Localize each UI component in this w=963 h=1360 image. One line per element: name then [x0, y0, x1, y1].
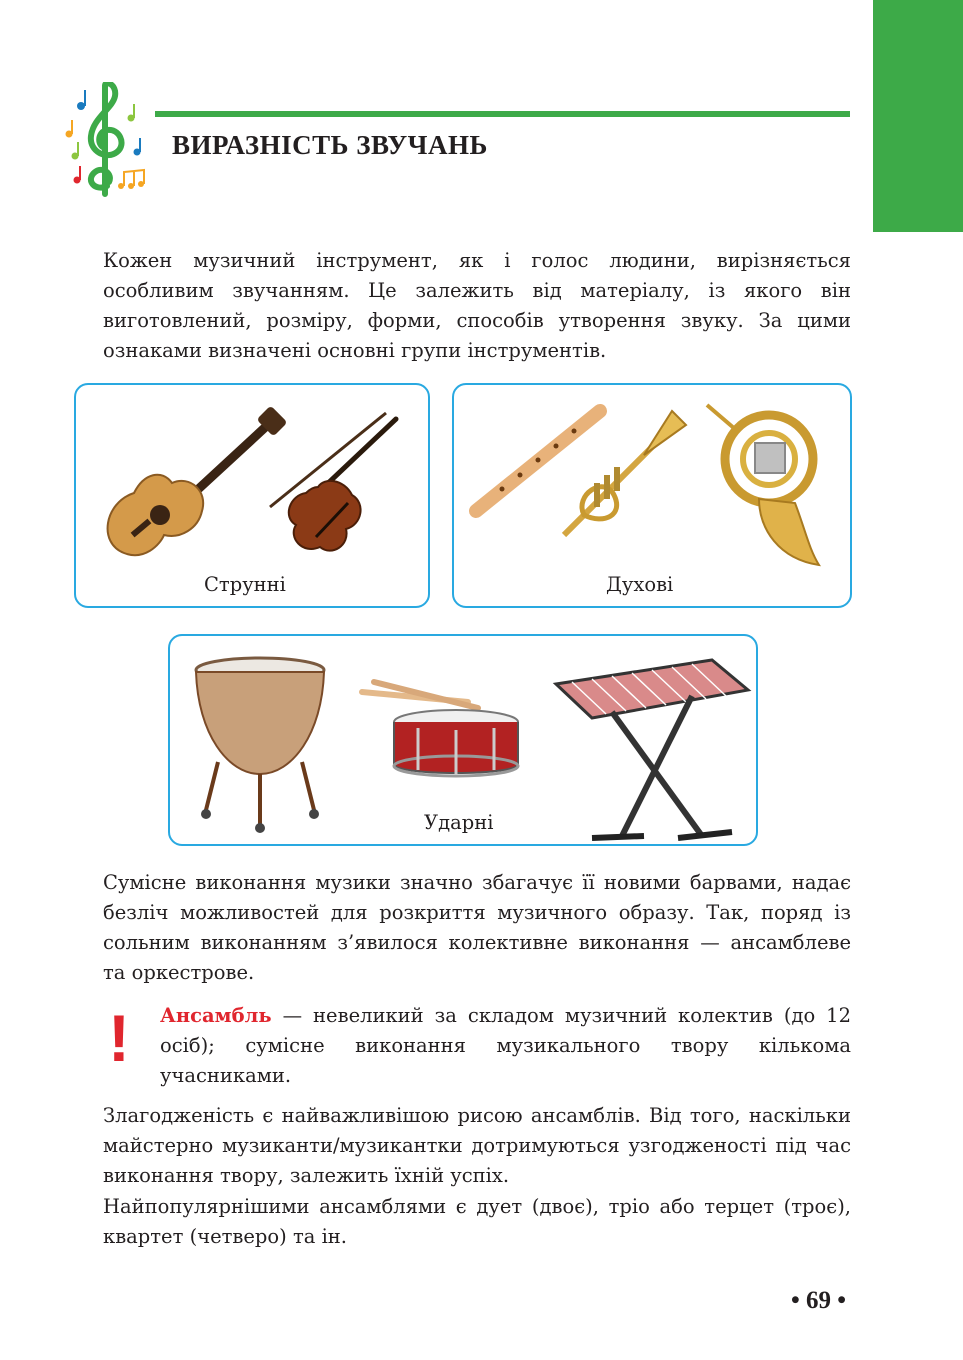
page-number: • 69 •	[790, 1287, 846, 1314]
harmony-paragraph: Злагодженість є найважливішою рисою ансамблів. Від того, наскільки майстерно музиканти/музикантки дотримуються узгодженості під час виконання твору, залежить їхній успіх.	[103, 1104, 851, 1187]
treble-clef-icon	[55, 82, 155, 200]
definition-text: — невеликий за складом музичний колектив (до 12 осіб); сумісне виконання музикального твору кількома учасниками.	[160, 1004, 851, 1087]
definition-term: Ансамбль	[160, 1004, 272, 1027]
timpani-icon	[188, 654, 338, 834]
winds-label: Духові	[606, 573, 674, 596]
xylophone-icon	[552, 656, 752, 846]
percussion-label: Ударні	[424, 811, 494, 834]
ensembles-list-paragraph: Найпопулярнішими ансамблями є дует (двоє), тріо або терцет (троє), квартет (четверо) та ін.	[103, 1195, 851, 1248]
definition-paragraph	[160, 1001, 851, 1091]
exclamation-icon: !	[108, 1001, 130, 1075]
strings-group-box	[74, 383, 430, 608]
snare-drum-icon	[348, 676, 538, 786]
french-horn-icon	[699, 399, 849, 579]
violin-icon	[266, 407, 416, 557]
strings-label: Струнні	[204, 573, 286, 596]
title-rule	[155, 111, 850, 117]
intro-paragraph: Кожен музичний інструмент, як і голос людини, вирізняється особливим звучанням. Це залежить від матеріалу, із якого він виготовлений, розміру, форми, способів утворення звуку. За цими ознаками визначені основні групи інструментів.	[103, 249, 851, 362]
trumpet-icon	[544, 405, 694, 555]
ensemble-paragraph: Сумісне виконання музики значно збагачує її новими барвами, надає безліч можливостей для розкриття музичного образу. Так, поряд із сольним виконанням з’явилося колективне виконання — ансамблеве та оркестрове.	[103, 871, 851, 984]
chapter-tab	[873, 0, 963, 232]
percussion-group-box	[168, 634, 758, 846]
winds-group-box	[452, 383, 852, 608]
page-title: ВИРАЗНІСТЬ ЗВУЧАНЬ	[172, 130, 488, 160]
